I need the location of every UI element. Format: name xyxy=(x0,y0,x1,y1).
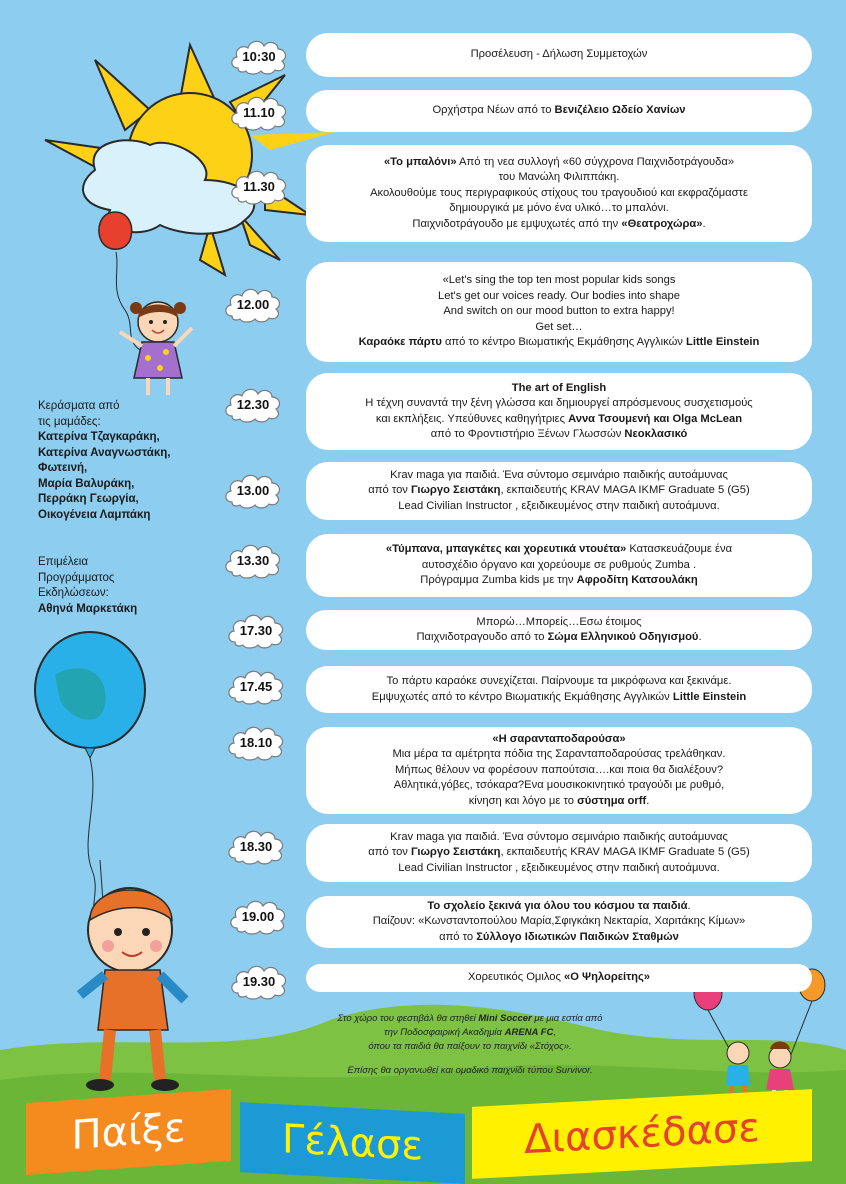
schedule-text-bold: Little Einstein xyxy=(686,336,760,349)
schedule-text: από τον xyxy=(368,484,411,497)
time-label: 17.30 xyxy=(239,622,273,638)
treats-names xyxy=(38,430,170,523)
schedule-text: και εκπλήξεις. Υπεύθυνες καθηγήτριες xyxy=(375,412,569,425)
schedule-text-bold: «Θεατροχώρα» xyxy=(621,217,703,230)
schedule-text: . xyxy=(687,899,691,912)
note-line2-pre: την Ποδοσφαιρική Ακαδημία xyxy=(384,1027,505,1038)
treat-name: Κατερίνα Αναγνωστάκη, xyxy=(38,446,171,459)
schedule-line xyxy=(412,217,705,233)
time-label: 11.30 xyxy=(243,178,275,194)
schedule-item xyxy=(306,373,812,450)
schedule-line xyxy=(512,381,606,397)
schedule-line xyxy=(420,573,697,589)
schedule-text: Πρόγραμμα Zumba kids με την xyxy=(420,574,577,587)
schedule-line xyxy=(394,778,725,794)
schedule-text: Lead Civilian Instructor , εξειδικευμένος στην παιδική αυτοάμυνα. xyxy=(398,499,720,512)
schedule-text-bold: «Τύμπανα, μπαγκέτες και χορευτικά ντουέτα» xyxy=(385,543,627,556)
schedule-line xyxy=(499,170,620,186)
time-label: 19.00 xyxy=(241,908,275,924)
schedule-text: από το xyxy=(439,930,477,943)
time-cloud-badge xyxy=(222,384,284,424)
schedule-line xyxy=(476,615,641,631)
time-label: 19.30 xyxy=(242,973,276,989)
schedule-line xyxy=(443,273,676,289)
schedule-item xyxy=(306,727,812,814)
note-line2-post: , xyxy=(553,1027,556,1038)
schedule-text-bold: «Η σαρανταποδαρούσα» xyxy=(492,732,626,745)
treat-name: Περράκη Γεωργία, xyxy=(38,493,139,505)
schedule-text: Η τέχνη συναντά την ξένη γλώσσα και δημιουργεί απρόσμενους συσχετισμούς xyxy=(365,397,753,409)
schedule-line xyxy=(395,763,723,779)
schedule-text-bold: Γιωργο Σειστάκη xyxy=(411,846,501,859)
time-cloud-badge xyxy=(228,961,290,1001)
schedule-line xyxy=(387,674,732,690)
schedule-text: Προσέλευση - Δήλωση Συμμετοχών xyxy=(470,48,648,61)
schedule-line xyxy=(386,542,732,558)
time-cloud-badge xyxy=(222,470,284,510)
schedule-text: Lead Civilian Instructor , εξειδικευμένος στην παιδική αυτοάμυνα. xyxy=(398,861,720,874)
treat-name: Κατερίνα Τζαγκαράκη, xyxy=(38,431,160,443)
schedule-line xyxy=(368,483,749,499)
note-line1-pre: Στο χώρο του φεστιβάλ θα στηθεί xyxy=(337,1013,479,1024)
time-label: 12.00 xyxy=(236,296,270,312)
time-cloud-badge xyxy=(222,540,284,580)
schedule-line xyxy=(471,47,648,63)
schedule-text: . xyxy=(698,631,702,643)
time-cloud-badge xyxy=(227,896,289,936)
time-label: 18.10 xyxy=(239,734,273,750)
schedule-line xyxy=(384,155,734,171)
schedule-text-bold: Αννα Τσουμενή και Olga McLean xyxy=(568,412,743,425)
schedule-item xyxy=(306,462,812,520)
schedule-line xyxy=(370,186,748,202)
note-line3: όπου τα παιδιά θα παίξουν το παιχνίδι «Στόχος». xyxy=(368,1041,572,1052)
time-cloud-badge xyxy=(228,92,290,132)
schedule-line xyxy=(443,304,674,320)
schedule-text: Μια μέρα τα αμέτρητα πόδια της Σαρανταποδαρούσας τρελάθηκαν. xyxy=(392,748,726,761)
curation-line-1: Επιμέλεια xyxy=(38,556,88,568)
schedule-item xyxy=(306,610,812,650)
schedule-text-bold: Little Einstein xyxy=(672,690,747,703)
schedule-line xyxy=(431,427,688,443)
schedule-text: Παιχνιδοτράγουδο με εμψυχωτές από την xyxy=(412,217,622,230)
schedule-text: Krav maga για παιδιά. Ένα σύντομο σεμινάριο παιδικής αυτοάμυνας xyxy=(390,830,728,843)
schedule-text: Εμψυχωτές από το κέντρο Βιωματικής Εκμάθησης Αγγλικών xyxy=(371,690,673,703)
schedule-text: , εκπαιδευτής KRAV MAGA IKMF Graduate 5 (G5) xyxy=(500,846,750,859)
schedule-item xyxy=(306,666,812,713)
schedule-text: από τον xyxy=(368,846,411,859)
schedule-text-bold: «Το μπαλόνι» xyxy=(383,155,457,168)
banner-play-label: Παίξε xyxy=(71,1105,186,1159)
schedule-text-bold: Σύλλογο Ιδιωτικών Παιδικών Σταθμών xyxy=(476,930,679,943)
schedule-text: Μπορώ…Μπορείς…Εσω έτοιμος xyxy=(476,615,642,628)
treat-name: Οικογένεια Λαμπάκη xyxy=(38,508,151,521)
banner-fun-label: Διασκέδασε xyxy=(524,1104,760,1164)
time-label: 13.00 xyxy=(236,482,270,498)
schedule-line xyxy=(432,103,685,119)
time-cloud-badge xyxy=(225,826,287,866)
schedule-text: αυτοσχέδιο όργανο και χορεύουμε σε ρυθμούς Zumba . xyxy=(421,558,697,571)
schedule-text: Κατασκευάζουμε ένα xyxy=(626,543,733,556)
schedule-text: Παιχνιδοτραγουδο από το xyxy=(416,631,548,643)
schedule-text-bold: Το σχολείο ξεκινά για όλου του κόσμου τα παιδιά xyxy=(427,899,688,912)
schedule-text: κίνηση και λόγο με το xyxy=(468,794,578,807)
schedule-text-bold: Νεοκλασικό xyxy=(624,428,688,440)
schedule-text: «Let's sing the top ten most popular kids songs xyxy=(442,274,676,287)
banner-laugh xyxy=(240,1102,465,1184)
note-line2-bold: ARENA FC xyxy=(504,1027,554,1038)
schedule-text: Get set… xyxy=(535,320,583,333)
schedule-text: Krav maga για παιδιά. Ένα σύντομο σεμινάριο παιδικής αυτοάμυνας xyxy=(390,468,728,481)
schedule-line xyxy=(373,914,746,930)
schedule-line xyxy=(398,861,719,877)
schedule-line xyxy=(468,970,650,986)
schedule-item xyxy=(306,964,812,992)
schedule-text: , εκπαιδευτής KRAV MAGA IKMF Graduate 5 (G5) xyxy=(500,484,750,497)
time-cloud-badge xyxy=(228,36,290,76)
schedule-text-bold: Βενιζέλειο Ωδείο Χανίων xyxy=(554,104,686,117)
curation-block xyxy=(38,555,137,617)
note-line1-post: με μια εστία από xyxy=(531,1013,603,1024)
schedule-text-bold: The art of English xyxy=(511,381,607,394)
time-cloud-badge xyxy=(225,610,287,650)
banner-laugh-label: Γέλασε xyxy=(282,1116,423,1170)
time-label: 17.45 xyxy=(239,678,273,694)
schedule-line xyxy=(492,732,625,748)
schedule-line xyxy=(427,899,690,915)
schedule-text: Ορχήστρα Νέων από το xyxy=(432,104,555,117)
schedule-item xyxy=(306,262,812,362)
schedule-line xyxy=(398,499,719,515)
time-cloud-badge xyxy=(222,284,284,324)
time-cloud-badge xyxy=(228,166,290,206)
banner-play xyxy=(26,1089,231,1175)
schedule-item xyxy=(306,824,812,882)
treats-heading-2: τις μαμάδες: xyxy=(38,415,101,428)
time-label: 12.30 xyxy=(236,396,270,412)
schedule-text-bold: Καραόκε πάρτυ xyxy=(358,336,442,349)
schedule-text-bold: Αφροδίτη Κατσουλάκη xyxy=(576,574,698,587)
schedule-text: Let's get our voices ready. Our bodies into shape xyxy=(438,289,680,302)
schedule-text: Το πάρτυ καραόκε συνεχίζεται. Παίρνουμε τα μικρόφωνα και ξεκινάμε. xyxy=(386,675,732,687)
schedule-text-bold: Σώμα Ελληνικού Οδηγισμού xyxy=(547,631,699,643)
schedule-text: Αθλητικά,γόβες, τσόκαρα?Ενα μουσικοκινητικό τραγούδι με ρυθμό, xyxy=(393,779,725,792)
schedule-text: από το Φροντιστήριο Ξένων Γλωσσών xyxy=(430,428,625,440)
time-label: 13.30 xyxy=(236,552,270,568)
schedule-line xyxy=(376,412,742,428)
schedule-text: Μήπως θέλουν να φορέσουν παπούτσια….και ποια θα διαλέξουν? xyxy=(394,763,724,776)
schedule-item xyxy=(306,145,812,242)
curation-line-2: Προγράμματος xyxy=(38,571,115,584)
girl-with-balloon-illustration xyxy=(80,200,210,400)
schedule-text: Ακολουθούμε τους περιγραφικούς στίχους του τραγουδιού και εκφραζόμαστε xyxy=(370,186,748,199)
schedule-text-bold: σύστημα orff xyxy=(577,794,647,807)
time-label: 18.30 xyxy=(239,838,273,854)
boy-illustration xyxy=(60,860,210,1100)
schedule-line xyxy=(422,558,696,574)
schedule-line xyxy=(365,396,752,412)
schedule-line xyxy=(372,690,746,706)
schedule-line xyxy=(392,747,725,763)
time-label: 10:30 xyxy=(242,48,276,64)
note-line1-bold: Mini Soccer xyxy=(478,1013,532,1024)
footer-note xyxy=(280,1012,660,1078)
schedule-line xyxy=(449,201,668,217)
time-label: 11.10 xyxy=(243,104,275,120)
note-line4: Επίσης θα οργανωθεί και ομαδικό παιχνίδι τύπου Survivor. xyxy=(347,1065,593,1076)
schedule-text: Παίζουν: «Κωνσταντοπούλου Μαρία,Σφιγκάκη Νεκταρία, Χαριτάκης Κίμων» xyxy=(372,915,746,928)
schedule-text: Από τη νεα συλλογή «60 σύγχρονα Παιχνιδοτράγουδα» xyxy=(456,155,735,168)
schedule-item xyxy=(306,534,812,597)
treats-block xyxy=(38,399,170,523)
curation-line-3: Εκδηλώσεων: xyxy=(38,587,109,599)
schedule-line xyxy=(416,630,701,646)
schedule-text-bold: Γιωργο Σειστάκη xyxy=(411,484,501,497)
schedule-line xyxy=(469,794,650,810)
schedule-line xyxy=(368,845,749,861)
schedule-line xyxy=(390,830,728,846)
schedule-text: από το κέντρο Βιωματικής Εκμάθησης Αγγλικών xyxy=(441,336,687,349)
schedule-item xyxy=(306,896,812,948)
schedule-line xyxy=(359,335,760,351)
schedule-line xyxy=(390,468,728,484)
schedule-line xyxy=(439,930,679,946)
schedule-text: του Μανώλη Φιλιππάκη. xyxy=(498,171,620,184)
treat-name: Φωτεινή, xyxy=(38,462,88,474)
treat-name: Μαρία Βαλυράκη, xyxy=(38,477,135,490)
schedule-text: . xyxy=(646,794,650,807)
schedule-text-bold: «Ο Ψηλορείτης» xyxy=(563,971,651,984)
schedule-text: δημιουργικά με μόνο ένα υλικό…το μπαλόνι. xyxy=(449,202,669,215)
schedule-text: Χορευτικός Ομιλος xyxy=(467,971,564,984)
schedule-item xyxy=(306,90,812,132)
schedule-item xyxy=(306,33,812,77)
schedule-line xyxy=(535,320,582,336)
schedule-text: . xyxy=(702,217,706,230)
schedule-line xyxy=(438,289,680,305)
time-cloud-badge xyxy=(225,722,287,762)
time-cloud-badge xyxy=(225,666,287,706)
treats-heading-1: Κεράσματα από xyxy=(38,400,120,412)
curation-name: Αθηνά Μαρκετάκη xyxy=(38,602,138,615)
schedule-text: And switch on our mood button to extra happy! xyxy=(443,305,675,318)
